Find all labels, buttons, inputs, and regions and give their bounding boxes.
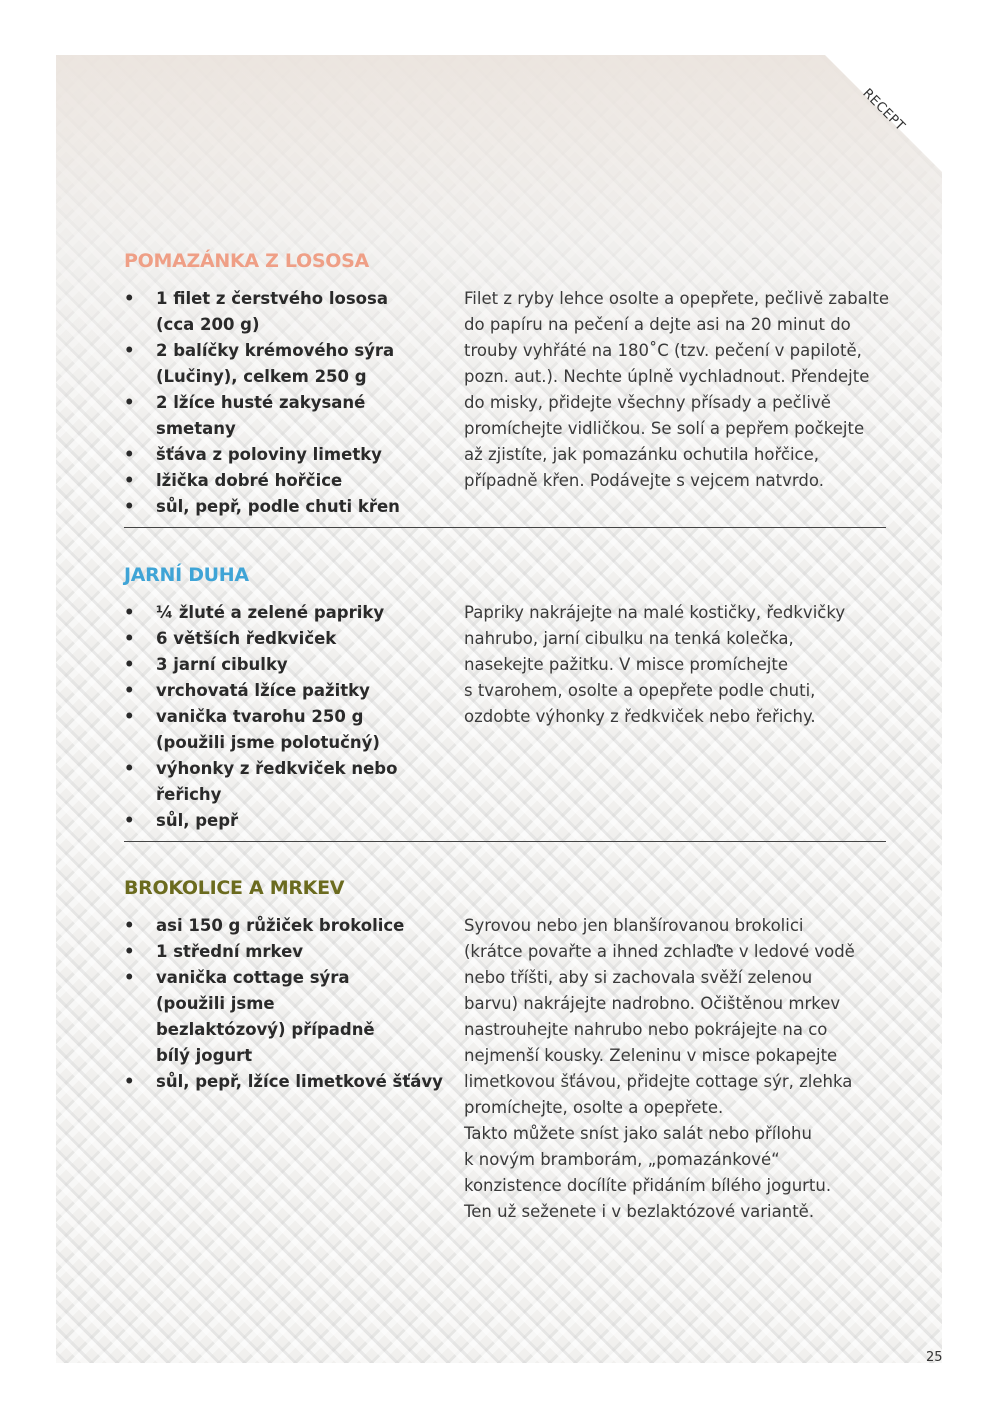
method-line: Takto můžete sníst jako salát nebo přílohu	[464, 1124, 812, 1143]
ingredient-item: • 1 střední mrkev	[124, 939, 444, 965]
ingredient-item: • 6 větších ředkviček	[124, 626, 444, 652]
section-label: RECEPT	[859, 86, 908, 135]
method-text	[464, 286, 904, 494]
method-line: barvu) nakrájejte nadrobno. Očištěnou mrkev	[464, 994, 841, 1013]
recipe-section-2	[124, 564, 894, 830]
method-line: nasekejte pažitku. V misce promíchejte	[464, 655, 788, 674]
method-line: promíchejte, osolte a opepřete.	[464, 1098, 724, 1117]
method-line: nastrouhejte nahrubo nebo pokrájejte na co	[464, 1020, 828, 1039]
ingredient-item: • asi 150 g růžiček brokolice	[124, 913, 444, 939]
method-line: případně křen. Podávejte s vejcem natvrdo.	[464, 471, 824, 490]
ingredient-item: • vanička tvarohu 250 g (použili jsme polotučný)	[124, 704, 401, 756]
ingredient-item: • 2 balíčky krémového sýra (Lučiny), celkem 250 g	[124, 338, 424, 390]
ingredient-item: • sůl, pepř, lžíce limetkové šťávy	[124, 1069, 444, 1095]
method-line: promíchejte vidličkou. Se solí a pepřem počkejte	[464, 419, 865, 438]
ingredient-list	[124, 600, 444, 834]
ingredient-item: • lžička dobré hořčice	[124, 468, 424, 494]
method-line: limetkovou šťávou, přidejte cottage sýr, zlehka	[464, 1072, 853, 1091]
method-text	[464, 913, 904, 1225]
method-line: konzistence docílíte přidáním bílého jogurtu.	[464, 1176, 832, 1195]
method-line: do misky, přidejte všechny přísady a pečlivě	[464, 393, 831, 412]
method-line: (krátce povařte a ihned zchlaďte v ledové vodě	[464, 942, 855, 961]
method-line: do papíru na pečení a dejte asi na 20 minut do	[464, 315, 851, 334]
method-line: Ten už seženete i v bezlaktózové variantě.	[464, 1202, 815, 1221]
method-line: nejmenší kousky. Zeleninu v misce pokapejte	[464, 1046, 838, 1065]
ingredient-item: • šťáva z poloviny limetky	[124, 442, 424, 468]
method-text	[464, 600, 904, 730]
method-line: trouby vyhřáté na 180˚C (tzv. pečení v papilotě,	[464, 341, 862, 360]
ingredient-item: • sůl, pepř	[124, 808, 444, 834]
recipe-title: POMAZÁNKA Z LOSOSA	[124, 250, 369, 272]
method-line: nahrubo, jarní cibulku na tenká kolečka,	[464, 629, 794, 648]
recipe-title: JARNÍ DUHA	[124, 564, 249, 586]
method-line: Papriky nakrájejte na malé kostičky, ředkvičky	[464, 603, 846, 622]
ingredient-list	[124, 286, 424, 520]
ingredient-item: • 2 lžíce husté zakysané smetany	[124, 390, 424, 442]
recipe-section-3	[124, 877, 894, 1221]
method-line: Filet z ryby lehce osolte a opepřete, pečlivě zabalte	[464, 289, 889, 308]
ingredient-item: • 3 jarní cibulky	[124, 652, 444, 678]
recipe-section-1	[124, 250, 894, 516]
ingredient-item: • sůl, pepř, podle chuti křen	[124, 494, 424, 520]
method-line: až zjistíte, jak pomazánku ochutila hořčice,	[464, 445, 820, 464]
ingredient-item: • vrchovatá lžíce pažitky	[124, 678, 444, 704]
ingredient-item: • výhonky z ředkviček nebo řeřichy	[124, 756, 444, 808]
method-line: k novým bramborám, „pomazánkové“	[464, 1150, 780, 1169]
ingredient-item: • vanička cottage sýra (použili jsme bezlaktózový) případně bílý jogurt	[124, 965, 406, 1069]
method-line: s tvarohem, osolte a opepřete podle chuti,	[464, 681, 816, 700]
recipe-title: BROKOLICE A MRKEV	[124, 877, 345, 899]
ingredient-item: • ¼ žluté a zelené papriky	[124, 600, 444, 626]
ingredient-list	[124, 913, 444, 1095]
ingredient-item: • 1 filet z čerstvého lososa (cca 200 g)	[124, 286, 424, 338]
method-line: ozdobte výhonky z ředkviček nebo řeřichy.	[464, 707, 816, 726]
divider	[124, 527, 886, 528]
method-line: nebo tříšti, aby si zachovala svěží zelenou	[464, 968, 813, 987]
method-line: pozn. aut.). Nechte úplně vychladnout. Přendejte	[464, 367, 870, 386]
divider	[124, 841, 886, 842]
page-number: 25	[926, 1350, 943, 1365]
method-line: Syrovou nebo jen blanšírovanou brokolici	[464, 916, 804, 935]
